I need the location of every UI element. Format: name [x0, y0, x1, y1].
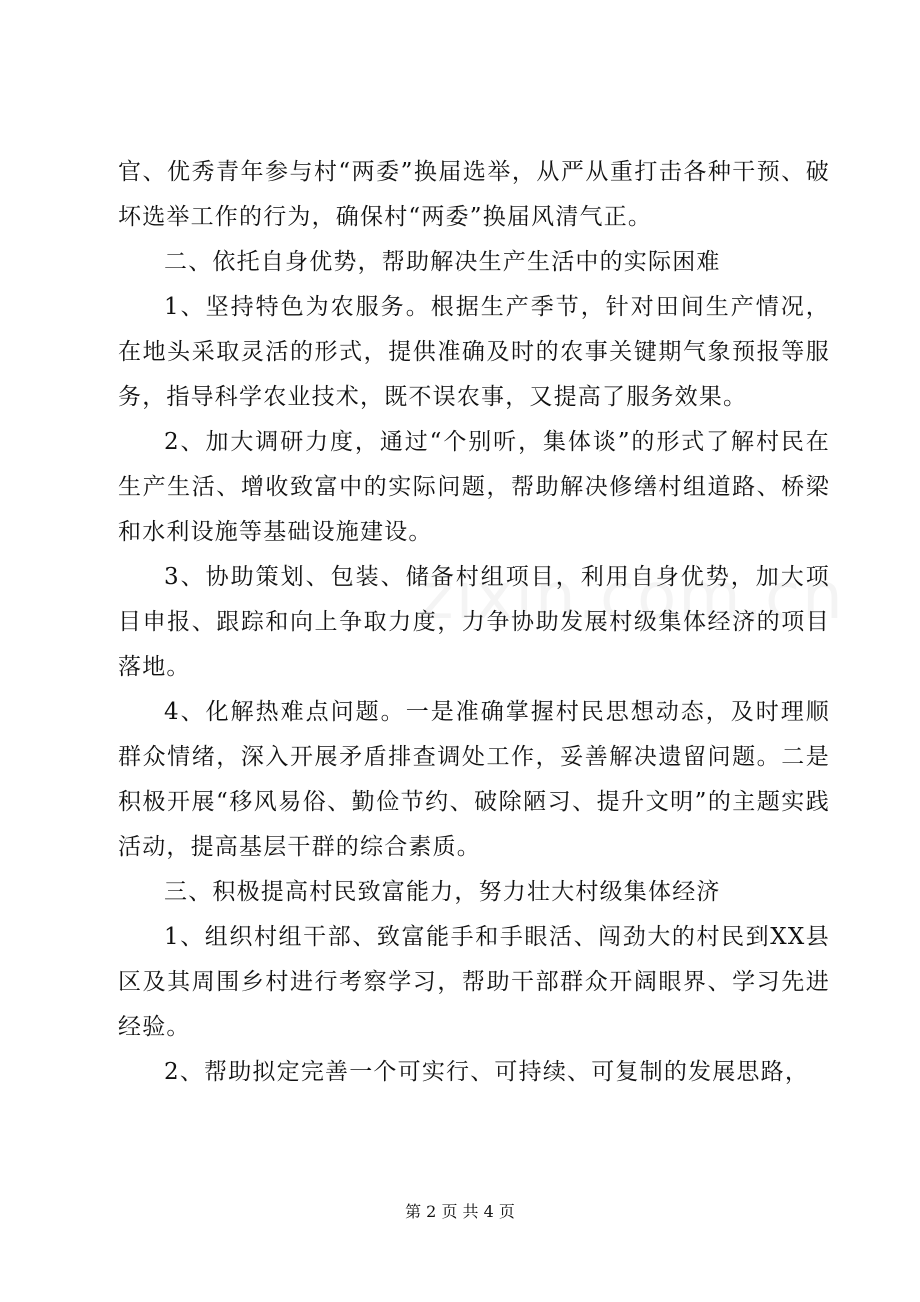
page-footer: 第 2 页 共 4 页 [405, 1202, 515, 1221]
paragraph-item: 4、化解热难点问题。一是准确掌握村民思想动态，及时理顺群众情绪，深入开展矛盾排查调处工作，妥善解决遗留问题。二是积极开展“移风易俗、勤俭节约、破除陋习、提升文明”的主题实践活动，提高基层干群的综合素质。 [118, 699, 830, 860]
paragraph-item: 1、坚持特色为农服务。根据生产季节，针对田间生产情况，在地头采取灵活的形式，提供准确及时的农事关键期气象预报等服务，指导科学农业技术，既不误农事，又提高了服务效果。 [118, 294, 830, 410]
section-heading-2: 二、依托自身优势，帮助解决生产生活中的实际困难 [164, 249, 721, 275]
section-heading-3: 三、积极提高村民致富能力，努力壮大村级集体经济 [164, 879, 721, 905]
paragraph-item: 2、加大调研力度，通过“个别听，集体谈”的形式了解村民在生产生活、增收致富中的实际问题，帮助解决修缮村组道路、桥梁和水利设施等基础设施建设。 [118, 429, 830, 545]
paragraph-item: 2、帮助拟定完善一个可实行、可持续、可复制的发展思路， [164, 1059, 810, 1085]
paragraph-continuation: 官、优秀青年参与村“两委”换届选举，从严从重打击各种干预、破坏选举工作的行为，确保村“两委”换届风清气正。 [118, 159, 830, 230]
document-body [118, 150, 830, 1095]
paragraph-item: 1、组织村组干部、致富能手和手眼活、闯劲大的村民到XX县区及其周围乡村进行考察学习，帮助干部群众开阔眼界、学习先进经验。 [118, 924, 830, 1040]
paragraph-item: 3、协助策划、包装、储备村组项目，利用自身优势，加大项目申报、跟踪和向上争取力度，力争协助发展村级集体经济的项目落地。 [118, 564, 830, 680]
